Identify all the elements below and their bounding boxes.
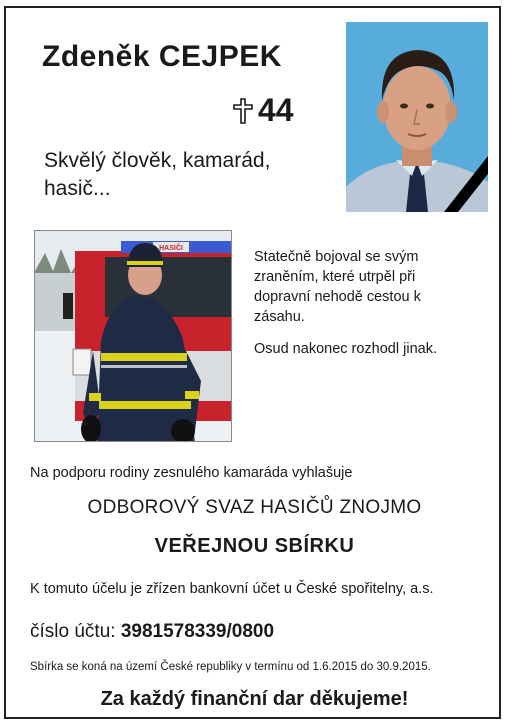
account-line bbox=[30, 621, 274, 643]
latin-cross-icon bbox=[232, 98, 254, 124]
portrait-photo bbox=[346, 22, 488, 212]
account-number: 3981578339/0800 bbox=[120, 621, 275, 642]
tagline: Skvělý člověk, kamarád, hasič... bbox=[44, 149, 271, 200]
truck-sign: HASIČI bbox=[159, 245, 183, 252]
account-label: číslo účtu: bbox=[30, 621, 116, 642]
thanks-message: Za každý finanční dar děkujeme! bbox=[100, 688, 409, 710]
firefighter-photo bbox=[34, 230, 232, 442]
story-paragraph-1: Statečně bojoval se svým zraněním, které utrpěl při dopravní nehodě cestou k zásahu. bbox=[254, 249, 421, 325]
organization-name: ODBOROVÝ SVAZ HASIČŮ ZNOJMO bbox=[87, 497, 422, 518]
appeal-intro: Na podporu rodiny zesnulého kamaráda vyhlašuje bbox=[30, 465, 353, 481]
deceased-name: Zdeněk CEJPEK bbox=[42, 40, 282, 73]
story-paragraph-2: Osud nakonec rozhodl jinak. bbox=[254, 341, 437, 357]
story-text bbox=[254, 247, 474, 371]
collection-period: Sbírka se koná na území České republiky v termínu od 1.6.2015 do 30.9.2015. bbox=[30, 661, 431, 673]
age-value: 44 bbox=[258, 92, 294, 128]
age-block bbox=[232, 92, 294, 129]
bank-info: K tomuto účelu je zřízen bankovní účet u České spořitelny, a.s. bbox=[30, 581, 434, 597]
public-collection-heading: VEŘEJNOU SBÍRKU bbox=[154, 535, 355, 557]
